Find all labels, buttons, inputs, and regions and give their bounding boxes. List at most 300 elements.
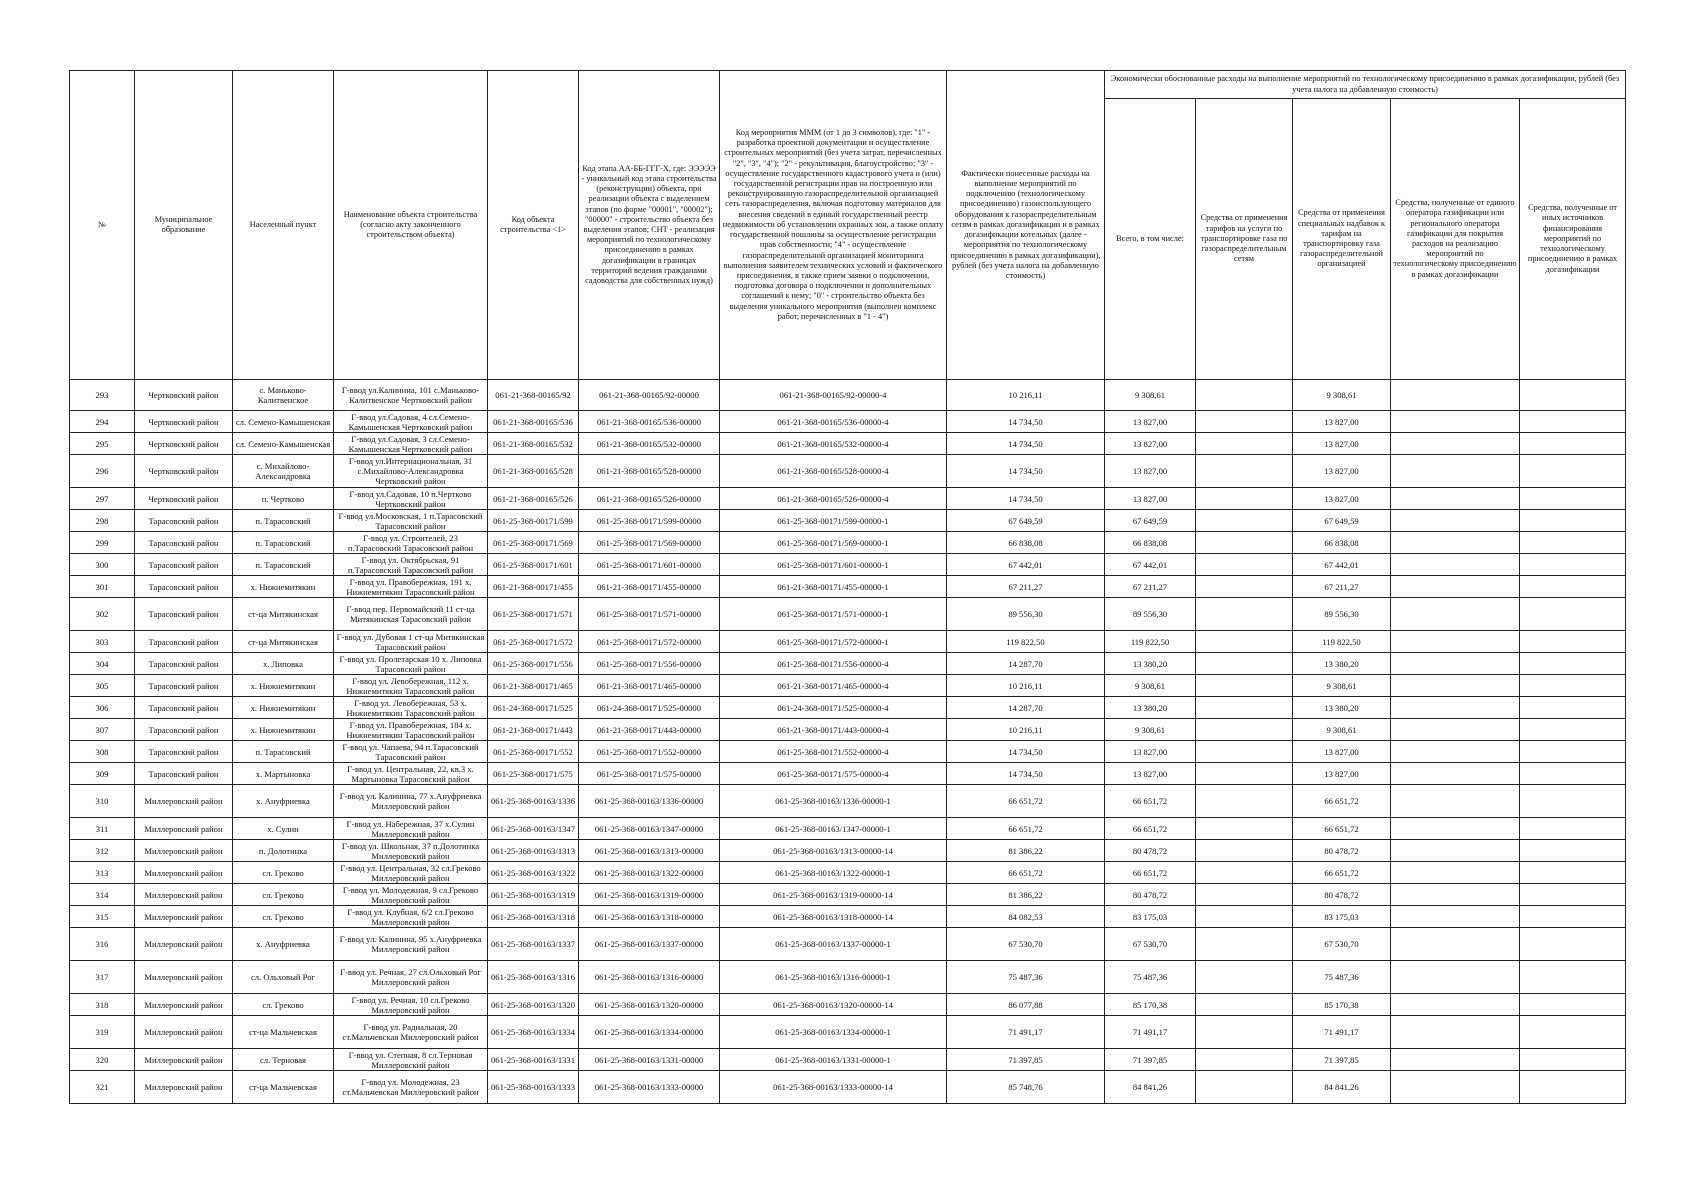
settlement-cell: ст-ца Митякинская	[233, 631, 334, 653]
stage-code-cell: 061-25-368-00171/569-00000	[579, 532, 720, 554]
settlement-cell: ст-ца Митякинская	[233, 598, 334, 631]
actual-costs-cell: 84 082,53	[947, 906, 1105, 928]
tariff-transport-cell	[1196, 906, 1293, 928]
municipality-cell: Чертковский район	[135, 380, 233, 411]
actual-costs-cell: 14 734,50	[947, 455, 1105, 488]
row-number-cell: 308	[70, 741, 135, 763]
row-number-cell: 314	[70, 884, 135, 906]
other-sources-cell	[1520, 433, 1626, 455]
object-name-cell: Г-ввод ул.Интернациональная, 31 с.Михайлово-Александровка Чертковский район	[334, 455, 488, 488]
other-sources-cell	[1520, 763, 1626, 785]
special-markups-cell: 13 827,00	[1293, 455, 1391, 488]
other-sources-cell	[1520, 532, 1626, 554]
stage-code-cell: 061-25-368-00171/556-00000	[579, 653, 720, 675]
header-municipality: Муниципальное образование	[135, 71, 233, 380]
special-markups-cell: 66 838,08	[1293, 532, 1391, 554]
stage-code-cell: 061-21-368-00165/528-00000	[579, 455, 720, 488]
row-number-cell: 316	[70, 928, 135, 961]
municipality-cell: Миллеровский район	[135, 818, 233, 840]
other-sources-cell	[1520, 576, 1626, 598]
tariff-transport-cell	[1196, 455, 1293, 488]
stage-code-cell: 061-24-368-00171/525-00000	[579, 697, 720, 719]
header-operator-funds: Средства, полученные от единого оператора газификации или регионального оператора газификации для покрытия расходов на реализацию мероприятий по технологическому присоединению в рамках догазификации	[1391, 99, 1520, 380]
stage-code-cell: 061-21-368-00165/536-00000	[579, 411, 720, 433]
other-sources-cell	[1520, 818, 1626, 840]
row-number-cell: 303	[70, 631, 135, 653]
object-code-cell: 061-21-368-00165/92	[488, 380, 579, 411]
stage-code-cell: 061-25-368-00163/1322-00000	[579, 862, 720, 884]
object-code-cell: 061-25-368-00163/1322	[488, 862, 579, 884]
total-cell: 84 841,26	[1105, 1071, 1196, 1104]
object-code-cell: 061-25-368-00163/1313	[488, 840, 579, 862]
object-name-cell: Г-ввод ул. Центральная, 22, кв.3 х. Мартыновка Тарасовский район	[334, 763, 488, 785]
header-num: №	[70, 71, 135, 380]
object-code-cell: 061-25-368-00171/569	[488, 532, 579, 554]
operator-funds-cell	[1391, 488, 1520, 510]
object-name-cell: Г-ввод ул. Степная, 8 сл.Терновая Миллеровский район	[334, 1049, 488, 1071]
actual-costs-cell: 71 491,17	[947, 1016, 1105, 1049]
object-name-cell: Г-ввод ул. Радиальная, 20 ст.Мальчевская Миллеровский район	[334, 1016, 488, 1049]
operator-funds-cell	[1391, 1016, 1520, 1049]
tariff-transport-cell	[1196, 554, 1293, 576]
stage-code-cell: 061-21-368-00171/443-00000	[579, 719, 720, 741]
municipality-cell: Тарасовский район	[135, 763, 233, 785]
table-row	[70, 1049, 1626, 1071]
operator-funds-cell	[1391, 653, 1520, 675]
municipality-cell: Миллеровский район	[135, 1049, 233, 1071]
activity-code-cell: 061-21-368-00171/465-00000-4	[720, 675, 947, 697]
total-cell: 66 651,72	[1105, 818, 1196, 840]
operator-funds-cell	[1391, 631, 1520, 653]
table-row	[70, 763, 1626, 785]
actual-costs-cell: 14 287,70	[947, 697, 1105, 719]
tariff-transport-cell	[1196, 411, 1293, 433]
other-sources-cell	[1520, 411, 1626, 433]
table-row	[70, 488, 1626, 510]
header-object-code: Код объекта строительства <1>	[488, 71, 579, 380]
table-row	[70, 818, 1626, 840]
actual-costs-cell: 10 216,11	[947, 719, 1105, 741]
special-markups-cell: 67 649,59	[1293, 510, 1391, 532]
tariff-transport-cell	[1196, 741, 1293, 763]
special-markups-cell: 83 175,03	[1293, 906, 1391, 928]
total-cell: 67 649,59	[1105, 510, 1196, 532]
special-markups-cell: 9 308,61	[1293, 719, 1391, 741]
actual-costs-cell: 10 216,11	[947, 675, 1105, 697]
other-sources-cell	[1520, 862, 1626, 884]
special-markups-cell: 13 827,00	[1293, 411, 1391, 433]
operator-funds-cell	[1391, 532, 1520, 554]
settlement-cell: х. Нижнемитякин	[233, 719, 334, 741]
activity-code-cell: 061-25-368-00171/575-00000-4	[720, 763, 947, 785]
actual-costs-cell: 66 651,72	[947, 862, 1105, 884]
settlement-cell: х. Нижнемитякин	[233, 697, 334, 719]
municipality-cell: Чертковский район	[135, 488, 233, 510]
operator-funds-cell	[1391, 785, 1520, 818]
total-cell: 83 175,03	[1105, 906, 1196, 928]
actual-costs-cell: 14 734,50	[947, 433, 1105, 455]
stage-code-cell: 061-25-368-00163/1316-00000	[579, 961, 720, 994]
municipality-cell: Тарасовский район	[135, 653, 233, 675]
other-sources-cell	[1520, 380, 1626, 411]
object-name-cell: Г-ввод ул. Центральная, 32 сл.Греково Миллеровский район	[334, 862, 488, 884]
other-sources-cell	[1520, 785, 1626, 818]
object-name-cell: Г-ввод ул. Пролетарская 10 х. Липовка Тарасовский район	[334, 653, 488, 675]
actual-costs-cell: 67 530,70	[947, 928, 1105, 961]
header-group-economic-costs: Экономически обоснованные расходы на выполнение мероприятий по технологическому присоединению в рамках догазификации, рублей (без учета налога на добавленную стоимость)	[1105, 71, 1626, 99]
row-number-cell: 320	[70, 1049, 135, 1071]
tariff-transport-cell	[1196, 763, 1293, 785]
tariff-transport-cell	[1196, 675, 1293, 697]
total-cell: 67 530,70	[1105, 928, 1196, 961]
row-number-cell: 319	[70, 1016, 135, 1049]
total-cell: 13 827,00	[1105, 763, 1196, 785]
actual-costs-cell: 66 838,08	[947, 532, 1105, 554]
tariff-transport-cell	[1196, 884, 1293, 906]
special-markups-cell: 13 827,00	[1293, 763, 1391, 785]
object-code-cell: 061-21-368-00165/536	[488, 411, 579, 433]
object-code-cell: 061-25-368-00163/1334	[488, 1016, 579, 1049]
object-name-cell: Г-ввод ул. Речная, 27 сл.Ольховый Рог Миллеровский район	[334, 961, 488, 994]
actual-costs-cell: 67 649,59	[947, 510, 1105, 532]
stage-code-cell: 061-25-368-00163/1319-00000	[579, 884, 720, 906]
tariff-transport-cell	[1196, 380, 1293, 411]
operator-funds-cell	[1391, 598, 1520, 631]
special-markups-cell: 13 380,20	[1293, 653, 1391, 675]
special-markups-cell: 80 478,72	[1293, 884, 1391, 906]
settlement-cell: с. Маньково-Калитвенское	[233, 380, 334, 411]
activity-code-cell: 061-25-368-00171/572-00000-1	[720, 631, 947, 653]
object-name-cell: Г-ввод ул. Октябрьская, 91 п.Тарасовский Тарасовский район	[334, 554, 488, 576]
other-sources-cell	[1520, 598, 1626, 631]
actual-costs-cell: 14 734,50	[947, 741, 1105, 763]
actual-costs-cell: 71 397,85	[947, 1049, 1105, 1071]
total-cell: 71 491,17	[1105, 1016, 1196, 1049]
total-cell: 13 827,00	[1105, 455, 1196, 488]
stage-code-cell: 061-21-368-00165/532-00000	[579, 433, 720, 455]
tariff-transport-cell	[1196, 1049, 1293, 1071]
settlement-cell: сл. Греково	[233, 994, 334, 1016]
other-sources-cell	[1520, 488, 1626, 510]
total-cell: 13 827,00	[1105, 433, 1196, 455]
header-total: Всего, в том числе:	[1105, 99, 1196, 380]
row-number-cell: 302	[70, 598, 135, 631]
operator-funds-cell	[1391, 1071, 1520, 1104]
object-code-cell: 061-25-368-00163/1347	[488, 818, 579, 840]
object-code-cell: 061-25-368-00163/1316	[488, 961, 579, 994]
special-markups-cell: 89 556,30	[1293, 598, 1391, 631]
total-cell: 13 380,20	[1105, 697, 1196, 719]
total-cell: 9 308,61	[1105, 719, 1196, 741]
total-cell: 89 556,30	[1105, 598, 1196, 631]
activity-code-cell: 061-25-368-00163/1331-00000-1	[720, 1049, 947, 1071]
total-cell: 67 211,27	[1105, 576, 1196, 598]
table-row	[70, 719, 1626, 741]
settlement-cell: х. Ануфриевка	[233, 785, 334, 818]
row-number-cell: 295	[70, 433, 135, 455]
tariff-transport-cell	[1196, 532, 1293, 554]
activity-code-cell: 061-25-368-00171/601-00000-1	[720, 554, 947, 576]
special-markups-cell: 13 827,00	[1293, 488, 1391, 510]
settlement-cell: п. Тарасовский	[233, 741, 334, 763]
settlement-cell: сл. Греково	[233, 906, 334, 928]
object-code-cell: 061-25-368-00171/556	[488, 653, 579, 675]
tariff-transport-cell	[1196, 818, 1293, 840]
activity-code-cell: 061-21-368-00171/455-00000-1	[720, 576, 947, 598]
tariff-transport-cell	[1196, 488, 1293, 510]
activity-code-cell: 061-25-368-00163/1319-00000-14	[720, 884, 947, 906]
actual-costs-cell: 14 734,50	[947, 763, 1105, 785]
table-row	[70, 697, 1626, 719]
operator-funds-cell	[1391, 433, 1520, 455]
special-markups-cell: 67 530,70	[1293, 928, 1391, 961]
table-row	[70, 653, 1626, 675]
municipality-cell: Тарасовский район	[135, 697, 233, 719]
table-row	[70, 928, 1626, 961]
table-row	[70, 380, 1626, 411]
actual-costs-cell: 10 216,11	[947, 380, 1105, 411]
other-sources-cell	[1520, 719, 1626, 741]
operator-funds-cell	[1391, 763, 1520, 785]
tariff-transport-cell	[1196, 653, 1293, 675]
special-markups-cell: 67 211,27	[1293, 576, 1391, 598]
special-markups-cell: 71 491,17	[1293, 1016, 1391, 1049]
operator-funds-cell	[1391, 884, 1520, 906]
activity-code-cell: 061-25-368-00163/1322-00000-1	[720, 862, 947, 884]
object-code-cell: 061-25-368-00163/1336	[488, 785, 579, 818]
operator-funds-cell	[1391, 411, 1520, 433]
row-number-cell: 315	[70, 906, 135, 928]
table-row	[70, 631, 1626, 653]
object-code-cell: 061-25-368-00163/1333	[488, 1071, 579, 1104]
object-code-cell: 061-25-368-00163/1318	[488, 906, 579, 928]
special-markups-cell: 80 478,72	[1293, 840, 1391, 862]
other-sources-cell	[1520, 840, 1626, 862]
settlement-cell: сл. Семено-Камышенская	[233, 433, 334, 455]
object-name-cell: Г-ввод ул. Правобережная, 184 х. Нижнемитякин Тарасовский район	[334, 719, 488, 741]
tariff-transport-cell	[1196, 719, 1293, 741]
other-sources-cell	[1520, 1049, 1626, 1071]
municipality-cell: Тарасовский район	[135, 631, 233, 653]
operator-funds-cell	[1391, 455, 1520, 488]
settlement-cell: п. Тарасовский	[233, 532, 334, 554]
special-markups-cell: 66 651,72	[1293, 785, 1391, 818]
settlement-cell: сл. Терновая	[233, 1049, 334, 1071]
special-markups-cell: 85 170,38	[1293, 994, 1391, 1016]
table-row	[70, 906, 1626, 928]
other-sources-cell	[1520, 1071, 1626, 1104]
table-row	[70, 862, 1626, 884]
total-cell: 75 487,36	[1105, 961, 1196, 994]
table-row	[70, 1016, 1626, 1049]
operator-funds-cell	[1391, 961, 1520, 994]
municipality-cell: Миллеровский район	[135, 1071, 233, 1104]
settlement-cell: п. Долотинка	[233, 840, 334, 862]
tariff-transport-cell	[1196, 631, 1293, 653]
row-number-cell: 318	[70, 994, 135, 1016]
special-markups-cell: 13 827,00	[1293, 433, 1391, 455]
header-tariff-transport: Средства от применения тарифов на услуги по транспортировке газа по газораспределительным сетям	[1196, 99, 1293, 380]
header-activity-code: Код мероприятия МММ (от 1 до 3 символов), где: "1" - разработка проектной документации и осуществление строительных мероприятий (без учета затрат, перечисленных "2", "3", "4"); "2" - рекультивация, благоустройство; "3" - осуществление государственного кадастрового учета и (или) государственной регистрации прав на построенную или реконструированную газораспределительной организацией сеть газораспределения, включая подготовку материалов для внесения сведений в единый государственный реестр недвижимости об установлении охранных зон, а также оплату государственной пошлины за осуществление регистрации прав собственности; "4" - осуществление газораспределительной организацией мониторинга выполнения заявителем технических условий и фактического присоединения, в также прием заявки о подключении, подготовка договора о подключении и дополнительных соглашений к нему; "0" - строительство объекта без выделения уникального мероприятия (выполнен комплекс работ, перечисленных в "1 - 4")	[720, 71, 947, 380]
total-cell: 85 170,38	[1105, 994, 1196, 1016]
activity-code-cell: 061-21-368-00171/443-00000-4	[720, 719, 947, 741]
stage-code-cell: 061-25-368-00163/1347-00000	[579, 818, 720, 840]
total-cell: 66 651,72	[1105, 862, 1196, 884]
table-row	[70, 411, 1626, 433]
municipality-cell: Тарасовский район	[135, 510, 233, 532]
object-code-cell: 061-24-368-00171/525	[488, 697, 579, 719]
object-code-cell: 061-21-368-00171/455	[488, 576, 579, 598]
stage-code-cell: 061-25-368-00163/1331-00000	[579, 1049, 720, 1071]
other-sources-cell	[1520, 1016, 1626, 1049]
tariff-transport-cell	[1196, 576, 1293, 598]
stage-code-cell: 061-21-368-00165/92-00000	[579, 380, 720, 411]
operator-funds-cell	[1391, 906, 1520, 928]
municipality-cell: Чертковский район	[135, 433, 233, 455]
operator-funds-cell	[1391, 928, 1520, 961]
actual-costs-cell: 67 211,27	[947, 576, 1105, 598]
object-code-cell: 061-25-368-00163/1331	[488, 1049, 579, 1071]
tariff-transport-cell	[1196, 1071, 1293, 1104]
row-number-cell: 317	[70, 961, 135, 994]
total-cell: 13 827,00	[1105, 411, 1196, 433]
municipality-cell: Миллеровский район	[135, 785, 233, 818]
object-name-cell: Г-ввод пер. Первомайский 11 ст-ца Митякинская Тарасовский район	[334, 598, 488, 631]
municipality-cell: Миллеровский район	[135, 862, 233, 884]
municipality-cell: Тарасовский район	[135, 532, 233, 554]
stage-code-cell: 061-25-368-00171/552-00000	[579, 741, 720, 763]
total-cell: 9 308,61	[1105, 675, 1196, 697]
total-cell: 80 478,72	[1105, 884, 1196, 906]
total-cell: 66 838,08	[1105, 532, 1196, 554]
other-sources-cell	[1520, 994, 1626, 1016]
total-cell: 71 397,85	[1105, 1049, 1196, 1071]
object-name-cell: Г-ввод ул. Набережная, 37 х.Сулин Миллеровский район	[334, 818, 488, 840]
object-name-cell: Г-ввод ул. Чапаева, 94 п.Тарасовский Тарасовский район	[334, 741, 488, 763]
object-code-cell: 061-25-368-00171/572	[488, 631, 579, 653]
table-row	[70, 1071, 1626, 1104]
municipality-cell: Миллеровский район	[135, 884, 233, 906]
settlement-cell: п. Тарасовский	[233, 554, 334, 576]
total-cell: 119 822,50	[1105, 631, 1196, 653]
tariff-transport-cell	[1196, 961, 1293, 994]
municipality-cell: Тарасовский район	[135, 598, 233, 631]
operator-funds-cell	[1391, 554, 1520, 576]
table-row	[70, 532, 1626, 554]
object-name-cell: Г-ввод ул. Калинина, 95 х.Ануфриевка Миллеровский район	[334, 928, 488, 961]
municipality-cell: Тарасовский район	[135, 719, 233, 741]
activity-code-cell: 061-25-368-00163/1336-00000-1	[720, 785, 947, 818]
operator-funds-cell	[1391, 719, 1520, 741]
total-cell: 80 478,72	[1105, 840, 1196, 862]
municipality-cell: Тарасовский район	[135, 675, 233, 697]
object-code-cell: 061-25-368-00171/552	[488, 741, 579, 763]
row-number-cell: 304	[70, 653, 135, 675]
settlement-cell: сл. Семено-Камышенская	[233, 411, 334, 433]
object-code-cell: 061-21-368-00165/526	[488, 488, 579, 510]
stage-code-cell: 061-25-368-00171/572-00000	[579, 631, 720, 653]
table-row	[70, 884, 1626, 906]
object-code-cell: 061-25-368-00163/1319	[488, 884, 579, 906]
other-sources-cell	[1520, 741, 1626, 763]
actual-costs-cell: 14 287,70	[947, 653, 1105, 675]
object-name-cell: Г-ввод ул. Клубная, 6/2 сл.Греково Миллеровский район	[334, 906, 488, 928]
header-stage-code: Код этапа АА-ББ-ГГГ-Х, где: ЭЭЭЭЭ - уникальный код этапа строительства (реконструкции) объекта, при реализации объекта с выделением этапов (по форме "00001", "00002"); "00000" - строительство объекта без выделения этапов; СНТ - реализация мероприятий по технологическому присоединению в рамках догазификации в границах территорий ведения гражданами садоводства для собственных нужд)	[579, 71, 720, 380]
header-object-name: Наименование объекта строительства (согласно акту законченного строительством объекта)	[334, 71, 488, 380]
total-cell: 67 442,01	[1105, 554, 1196, 576]
table-row	[70, 510, 1626, 532]
actual-costs-cell: 14 734,50	[947, 411, 1105, 433]
object-name-cell: Г-ввод ул. Молодежная, 23 ст.Мальчевская Миллеровский район	[334, 1071, 488, 1104]
actual-costs-cell: 66 651,72	[947, 818, 1105, 840]
object-name-cell: Г-ввод ул.Садовая, 10 п.Чертково Чертковский район	[334, 488, 488, 510]
row-number-cell: 294	[70, 411, 135, 433]
header-actual-costs: Фактически понесенные расходы на выполнение мероприятий по подключению (технологическому присоединению) газоиспользующего оборудования к газораспределительным сетям в рамках догазификации и в рамках догазификации котельных (далее - мероприятия по технологическому присоединению в рамках догазификации), рублей (без учета налога на добавленную стоимость)	[947, 71, 1105, 380]
object-name-cell: Г-ввод ул. Калинина, 77 х.Ануфриевка Миллеровский район	[334, 785, 488, 818]
object-name-cell: Г-ввод ул. Речная, 10 сл.Греково Миллеровский район	[334, 994, 488, 1016]
municipality-cell: Миллеровский район	[135, 906, 233, 928]
table-row	[70, 576, 1626, 598]
stage-code-cell: 061-25-368-00163/1334-00000	[579, 1016, 720, 1049]
activity-code-cell: 061-25-368-00171/599-00000-1	[720, 510, 947, 532]
table-row	[70, 994, 1626, 1016]
object-code-cell: 061-25-368-00163/1320	[488, 994, 579, 1016]
municipality-cell: Тарасовский район	[135, 576, 233, 598]
municipality-cell: Миллеровский район	[135, 840, 233, 862]
row-number-cell: 310	[70, 785, 135, 818]
object-name-cell: Г-ввод ул. Школьная, 37 п.Долотинка Миллеровский район	[334, 840, 488, 862]
header-settlement: Населенный пункт	[233, 71, 334, 380]
operator-funds-cell	[1391, 510, 1520, 532]
special-markups-cell: 13 380,20	[1293, 697, 1391, 719]
table-row	[70, 741, 1626, 763]
header-other-sources: Средства, полученные от иных источников финансирования мероприятий по технологическому присоединению в рамках догазификации	[1520, 99, 1626, 380]
row-number-cell: 297	[70, 488, 135, 510]
settlement-cell: сл. Греково	[233, 862, 334, 884]
activity-code-cell: 061-25-368-00163/1347-00000-1	[720, 818, 947, 840]
table-row	[70, 554, 1626, 576]
header-special-markups: Средства от применения специальных надбавок к тарифам на транспортировку газа газораспределительной организацией	[1293, 99, 1391, 380]
settlement-cell: п. Тарасовский	[233, 510, 334, 532]
stage-code-cell: 061-25-368-00163/1336-00000	[579, 785, 720, 818]
other-sources-cell	[1520, 928, 1626, 961]
stage-code-cell: 061-25-368-00163/1320-00000	[579, 994, 720, 1016]
total-cell: 13 380,20	[1105, 653, 1196, 675]
object-code-cell: 061-25-368-00171/571	[488, 598, 579, 631]
row-number-cell: 321	[70, 1071, 135, 1104]
row-number-cell: 307	[70, 719, 135, 741]
table-row	[70, 455, 1626, 488]
other-sources-cell	[1520, 455, 1626, 488]
tariff-transport-cell	[1196, 928, 1293, 961]
tariff-transport-cell	[1196, 862, 1293, 884]
object-name-cell: Г-ввод ул. Левобережная, 53 х. Нижнемитякин Тарасовский район	[334, 697, 488, 719]
operator-funds-cell	[1391, 994, 1520, 1016]
actual-costs-cell: 75 487,36	[947, 961, 1105, 994]
special-markups-cell: 84 841,26	[1293, 1071, 1391, 1104]
other-sources-cell	[1520, 653, 1626, 675]
object-code-cell: 061-21-368-00165/532	[488, 433, 579, 455]
object-name-cell: Г-ввод ул. Правобережная, 191 х. Нижнемитякин Тарасовский район	[334, 576, 488, 598]
tariff-transport-cell	[1196, 1016, 1293, 1049]
special-markups-cell: 13 827,00	[1293, 741, 1391, 763]
municipality-cell: Тарасовский район	[135, 554, 233, 576]
special-markups-cell: 119 822,50	[1293, 631, 1391, 653]
settlement-cell: сл. Греково	[233, 884, 334, 906]
total-cell: 13 827,00	[1105, 741, 1196, 763]
total-cell: 66 651,72	[1105, 785, 1196, 818]
stage-code-cell: 061-25-368-00171/599-00000	[579, 510, 720, 532]
